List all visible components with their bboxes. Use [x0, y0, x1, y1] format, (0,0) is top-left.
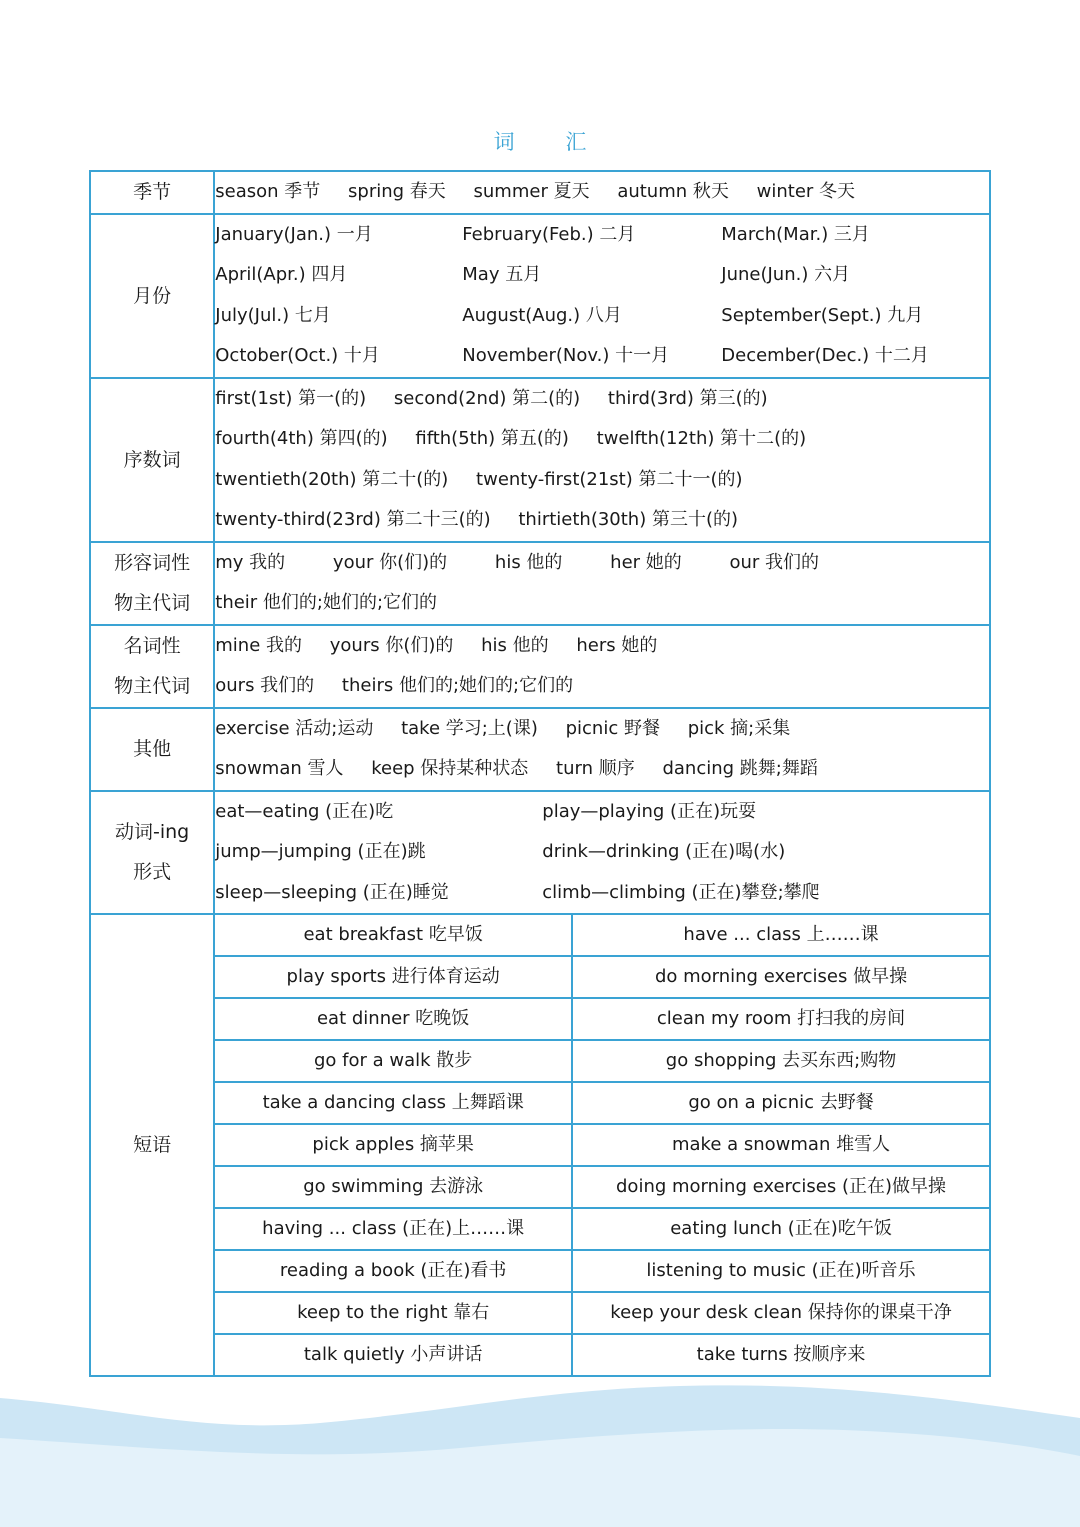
vocab-item: twenty-first(21st) 第二十一(的)	[476, 468, 743, 490]
vocab-item: January(Jan.) 一月	[215, 223, 373, 245]
phrase-cell: clean my room 打扫我的房间	[572, 998, 990, 1040]
vocab-item: ours 我们的	[215, 675, 315, 696]
phrase-cell: eating lunch (正在)吃午饭	[572, 1208, 990, 1250]
vocab-item: October(Oct.) 十月	[215, 345, 380, 366]
category-seasons: 季节	[90, 171, 214, 214]
vocab-item: third(3rd) 第三(的)	[607, 387, 768, 409]
vocab-item: twentieth(20th) 第二十(的)	[215, 468, 449, 490]
table-row-noun-possessive	[90, 625, 990, 708]
vocab-item: spring 春天	[348, 181, 446, 202]
phrase-cell: have ... class 上……课	[572, 914, 990, 956]
table-row	[90, 1250, 990, 1292]
vocab-item: my 我的	[215, 551, 286, 573]
category-ordinals: 序数词	[90, 378, 214, 542]
category-months: 月份	[90, 214, 214, 378]
phrase-cell: go for a walk 散步	[214, 1040, 572, 1082]
vocab-item: keep 保持某种状态	[371, 758, 529, 779]
phrase-cell: eat breakfast 吃早饭	[214, 914, 572, 956]
vocab-item: July(Jul.) 七月	[215, 304, 331, 326]
vocab-item: June(Jun.) 六月	[721, 264, 851, 285]
table-row-seasons	[90, 171, 990, 214]
vocab-item: August(Aug.) 八月	[462, 304, 622, 326]
vocab-item: fifth(5th) 第五(的)	[415, 428, 569, 449]
vocab-item: sleep—sleeping (正在)睡觉	[215, 881, 449, 903]
phrase-cell: eat dinner 吃晚饭	[214, 998, 572, 1040]
phrase-cell: go shopping 去买东西;购物	[572, 1040, 990, 1082]
phrase-cell: keep to the right 靠右	[214, 1292, 572, 1334]
vocab-item: second(2nd) 第二(的)	[393, 387, 581, 409]
table-row	[90, 1292, 990, 1334]
category-adj-possessive: 形容词性 物主代词	[90, 542, 214, 625]
vocab-item: her 她的	[610, 551, 682, 573]
vocab-item: September(Sept.) 九月	[721, 304, 924, 326]
vocab-item: May 五月	[462, 264, 542, 285]
table-row-adj-possessive	[90, 542, 990, 625]
category-others: 其他	[90, 708, 214, 791]
seasons-line	[215, 172, 989, 213]
vocab-item: first(1st) 第一(的)	[215, 387, 367, 409]
vocab-item: play—playing (正在)玩耍	[542, 800, 757, 822]
vocab-item: dancing 跳舞;舞蹈	[662, 758, 818, 779]
vocab-item: season 季节	[215, 181, 321, 202]
vocab-item: his 他的	[481, 634, 549, 656]
phrase-cell: do morning exercises 做早操	[572, 956, 990, 998]
table-row	[90, 956, 990, 998]
vocab-item: twelfth(12th) 第十二(的)	[596, 428, 807, 449]
table-row-ordinals	[90, 378, 990, 542]
vocab-item: eat—eating (正在)吃	[215, 800, 394, 822]
phrase-cell: talk quietly 小声讲话	[214, 1334, 572, 1376]
vocab-item: autumn 秋天	[617, 181, 729, 202]
vocab-item: our 我们的	[729, 551, 820, 573]
table-row	[90, 1208, 990, 1250]
phrase-cell: reading a book (正在)看书	[214, 1250, 572, 1292]
category-phrases: 短语	[90, 914, 214, 1376]
phrase-cell: having ... class (正在)上……课	[214, 1208, 572, 1250]
vocab-item: winter 冬天	[756, 181, 856, 202]
vocab-item: drink—drinking (正在)喝(水)	[542, 841, 786, 862]
vocab-item: take 学习;上(课)	[401, 717, 538, 739]
phrase-cell: take a dancing class 上舞蹈课	[214, 1082, 572, 1124]
phrase-cell: doing morning exercises (正在)做早操	[572, 1166, 990, 1208]
vocab-item: summer 夏天	[473, 181, 590, 202]
vocab-item: mine 我的	[215, 634, 303, 656]
vocab-item: jump—jumping (正在)跳	[215, 841, 426, 862]
table-row-others	[90, 708, 990, 791]
vocab-item: November(Nov.) 十一月	[462, 345, 670, 366]
phrase-cell: keep your desk clean 保持你的课桌干净	[572, 1292, 990, 1334]
category-noun-possessive: 名词性 物主代词	[90, 625, 214, 708]
phrase-cell: play sports 进行体育运动	[214, 956, 572, 998]
table-row	[90, 1124, 990, 1166]
vocab-item: February(Feb.) 二月	[462, 223, 636, 245]
category-ing-forms: 动词-ing 形式	[90, 791, 214, 915]
table-row	[90, 1082, 990, 1124]
vocab-item: fourth(4th) 第四(的)	[215, 428, 388, 449]
vocab-item: twenty-third(23rd) 第二十三(的)	[215, 509, 491, 530]
table-row-ing-forms	[90, 791, 990, 915]
phrase-cell: pick apples 摘苹果	[214, 1124, 572, 1166]
phrase-cell: listening to music (正在)听音乐	[572, 1250, 990, 1292]
vocab-item: snowman 雪人	[215, 758, 344, 779]
vocab-item: your 你(们)的	[332, 551, 448, 573]
vocab-item: hers 她的	[576, 634, 658, 656]
vocab-item: yours 你(们)的	[329, 634, 454, 656]
table-row-months	[90, 214, 990, 378]
vocab-item: exercise 活动;运动	[215, 717, 374, 739]
phrase-cell: take turns 按顺序来	[572, 1334, 990, 1376]
vocab-item: turn 顺序	[556, 758, 635, 779]
table-row	[90, 1040, 990, 1082]
vocab-item: March(Mar.) 三月	[721, 223, 870, 245]
vocabulary-table	[89, 170, 991, 1377]
table-row	[90, 1334, 990, 1376]
vocab-item: April(Apr.) 四月	[215, 264, 348, 285]
vocab-item: theirs 他们的;她们的;它们的	[341, 675, 574, 696]
vocab-item: pick 摘;采集	[687, 717, 791, 739]
table-row	[90, 998, 990, 1040]
phrase-cell: make a snowman 堆雪人	[572, 1124, 990, 1166]
vocab-item: picnic 野餐	[565, 717, 660, 739]
vocab-item: thirtieth(30th) 第三十(的)	[518, 509, 739, 530]
vocab-item: their 他们的;她们的;它们的	[215, 592, 438, 613]
page-title: 词 汇	[493, 130, 609, 154]
vocab-item: his 他的	[494, 551, 563, 573]
vocab-item: December(Dec.) 十二月	[721, 345, 929, 366]
table-row	[90, 1166, 990, 1208]
table-row	[90, 914, 990, 956]
phrase-cell: go swimming 去游泳	[214, 1166, 572, 1208]
decorative-wave	[0, 1378, 1080, 1527]
phrase-cell: go on a picnic 去野餐	[572, 1082, 990, 1124]
vocab-item: climb—climbing (正在)攀登;攀爬	[542, 881, 820, 903]
